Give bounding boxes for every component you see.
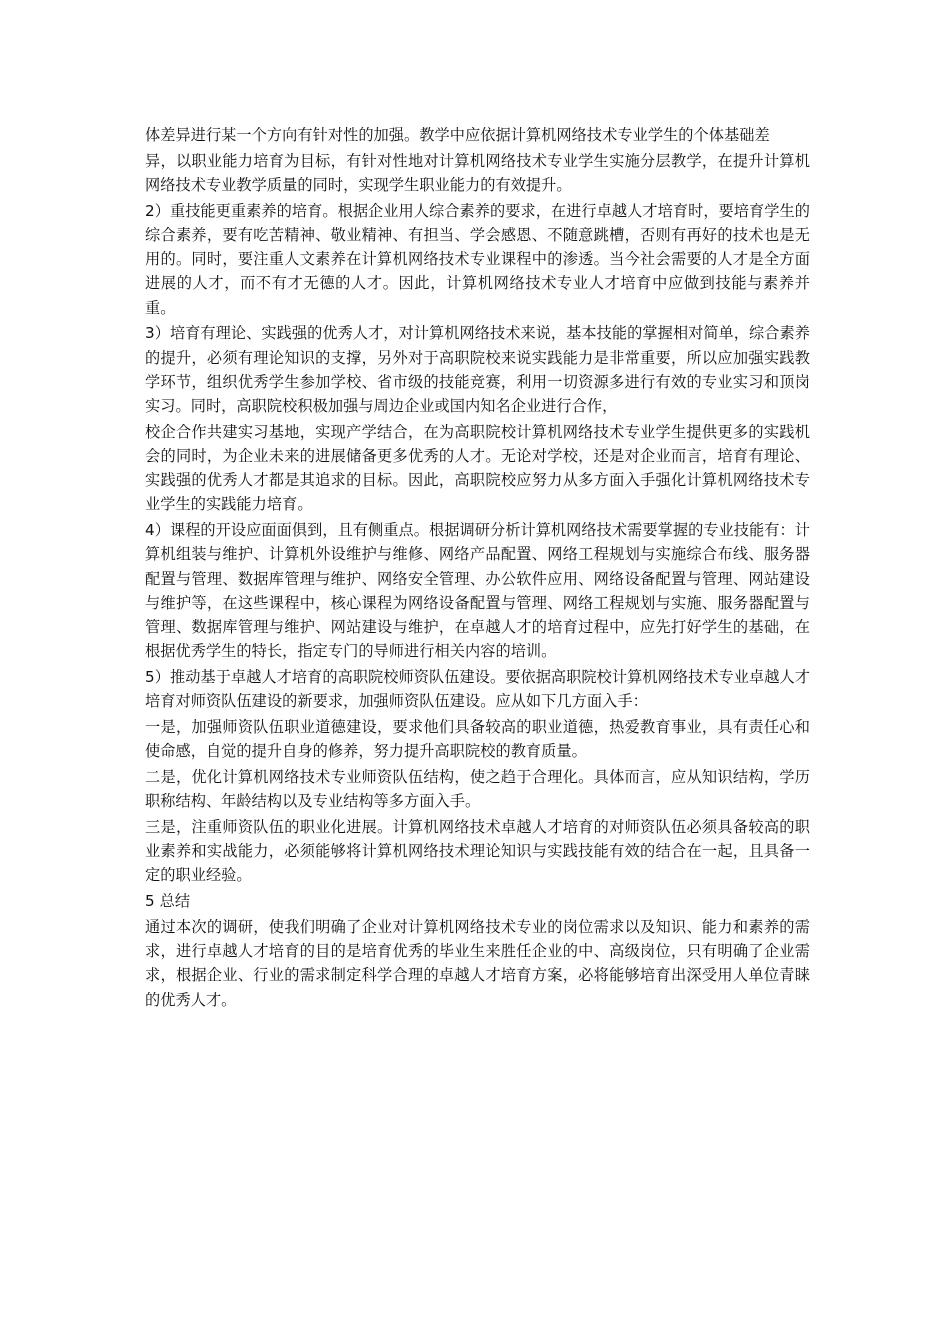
paragraph-9: 二是，优化计算机网络技术专业师资队伍结构，使之趋于合理化。具体而言，应从知识结构，学历职称结构、年龄结构以及专业结构等多方面入手。 — [145, 768, 810, 811]
paragraph-4: 3）培育有理论、实践强的优秀人才，对计算机网络技术来说，基本技能的掌握相对简单，综合素养的提升，必须有理论知识的支撑，另外对于高职院校来说实践能力是非常重要，所以应加强实践教学环节，组织优秀学生参加学校、省市级的技能竞赛，利用一切资源多进行有效的专业实习和顶岗实习。同时，高职院校积极加强与周边企业或国内知名企业进行合作， — [145, 324, 810, 416]
paragraph-6: 4）课程的开设应面面俱到，且有侧重点。根据调研分析计算机网络技术需要掌握的专业技能有：计算机组装与维护、计算机外设维护与维修、网络产品配置、网络工程规划与实施综合布线、服务器配置与管理、数据库管理与维护、网络安全管理、办公软件应用、网络设备配置与管理、网站建设与维护等，在这些课程中，核心课程为网络设备配置与管理、网络工程规划与实施、服务器配置与管理、数据库管理与维护、网站建设与维护，在卓越人才的培育过程中，应先打好学生的基础，在根据优秀学生的特长，指定专门的导师进行相关内容的培训。 — [145, 521, 810, 661]
section-heading-summary: 5 总结 — [145, 892, 191, 911]
paragraph-12: 通过本次的调研，使我们明确了企业对计算机网络技术专业的岗位需求以及知识、能力和素养的需求，进行卓越人才培育的目的是培育优秀的毕业生来胜任企业的中、高级岗位，只有明确了企业需求，根据企业、行业的需求制定科学合理的卓越人才培育方案，必将能够培育出深受用人单位青睐的优秀人才。 — [145, 918, 810, 1009]
paragraph-3: 2）重技能更重素养的培育。根据企业用人综合素养的要求，在进行卓越人才培育时，要培育学生的综合素养，要有吃苦精神、敬业精神、有担当、学会感恩、不随意跳槽，否则有再好的技术也是无用的。同时，要注重人文素养在计算机网络技术专业课程中的渗透。当今社会需要的人才是全方面进展的人才，而不有才无德的人才。因此，计算机网络技术专业人才培育中应做到技能与素养并重。 — [145, 201, 810, 317]
paragraph-5: 校企合作共建实习基地，实现产学结合，在为高职院校计算机网络技术专业学生提供更多的实践机会的同时，为企业未来的进展储备更多优秀的人才。无论对学校，还是对企业而言，培育有理论、实践强的优秀人才都是其追求的目标。因此，高职院校应努力从多方面入手强化计算机网络技术专业学生的实践能力培育。 — [145, 422, 810, 514]
paragraph-2: 异，以职业能力培育为目标，有针对性地对计算机网络技术专业学生实施分层教学，在提升计算机网络技术专业教学质量的同时，实现学生职业能力的有效提升。 — [145, 151, 810, 194]
paragraph-1: 体差异进行某一个方向有针对性的加强。教学中应依据计算机网络技术专业学生的个体基础差 — [145, 126, 770, 144]
document-body — [145, 123, 810, 1013]
paragraph-8: 一是，加强师资队伍职业道德建设，要求他们具备较高的职业道德，热爱教育事业，具有责任心和使命感，自觉的提升自身的修养，努力提升高职院校的教育质量。 — [145, 718, 810, 761]
paragraph-7: 5）推动基于卓越人才培育的高职院校师资队伍建设。要依据高职院校计算机网络技术专业卓越人才培育对师资队伍建设的新要求，加强师资队伍建设。应从如下几方面入手： — [145, 668, 810, 711]
paragraph-10: 三是，注重师资队伍的职业化进展。计算机网络技术卓越人才培育的对师资队伍必须具备较高的职业素养和实战能力，必须能够将计算机网络技术理论知识与实践技能有效的结合在一起，且具备一定的职业经验。 — [145, 818, 810, 885]
